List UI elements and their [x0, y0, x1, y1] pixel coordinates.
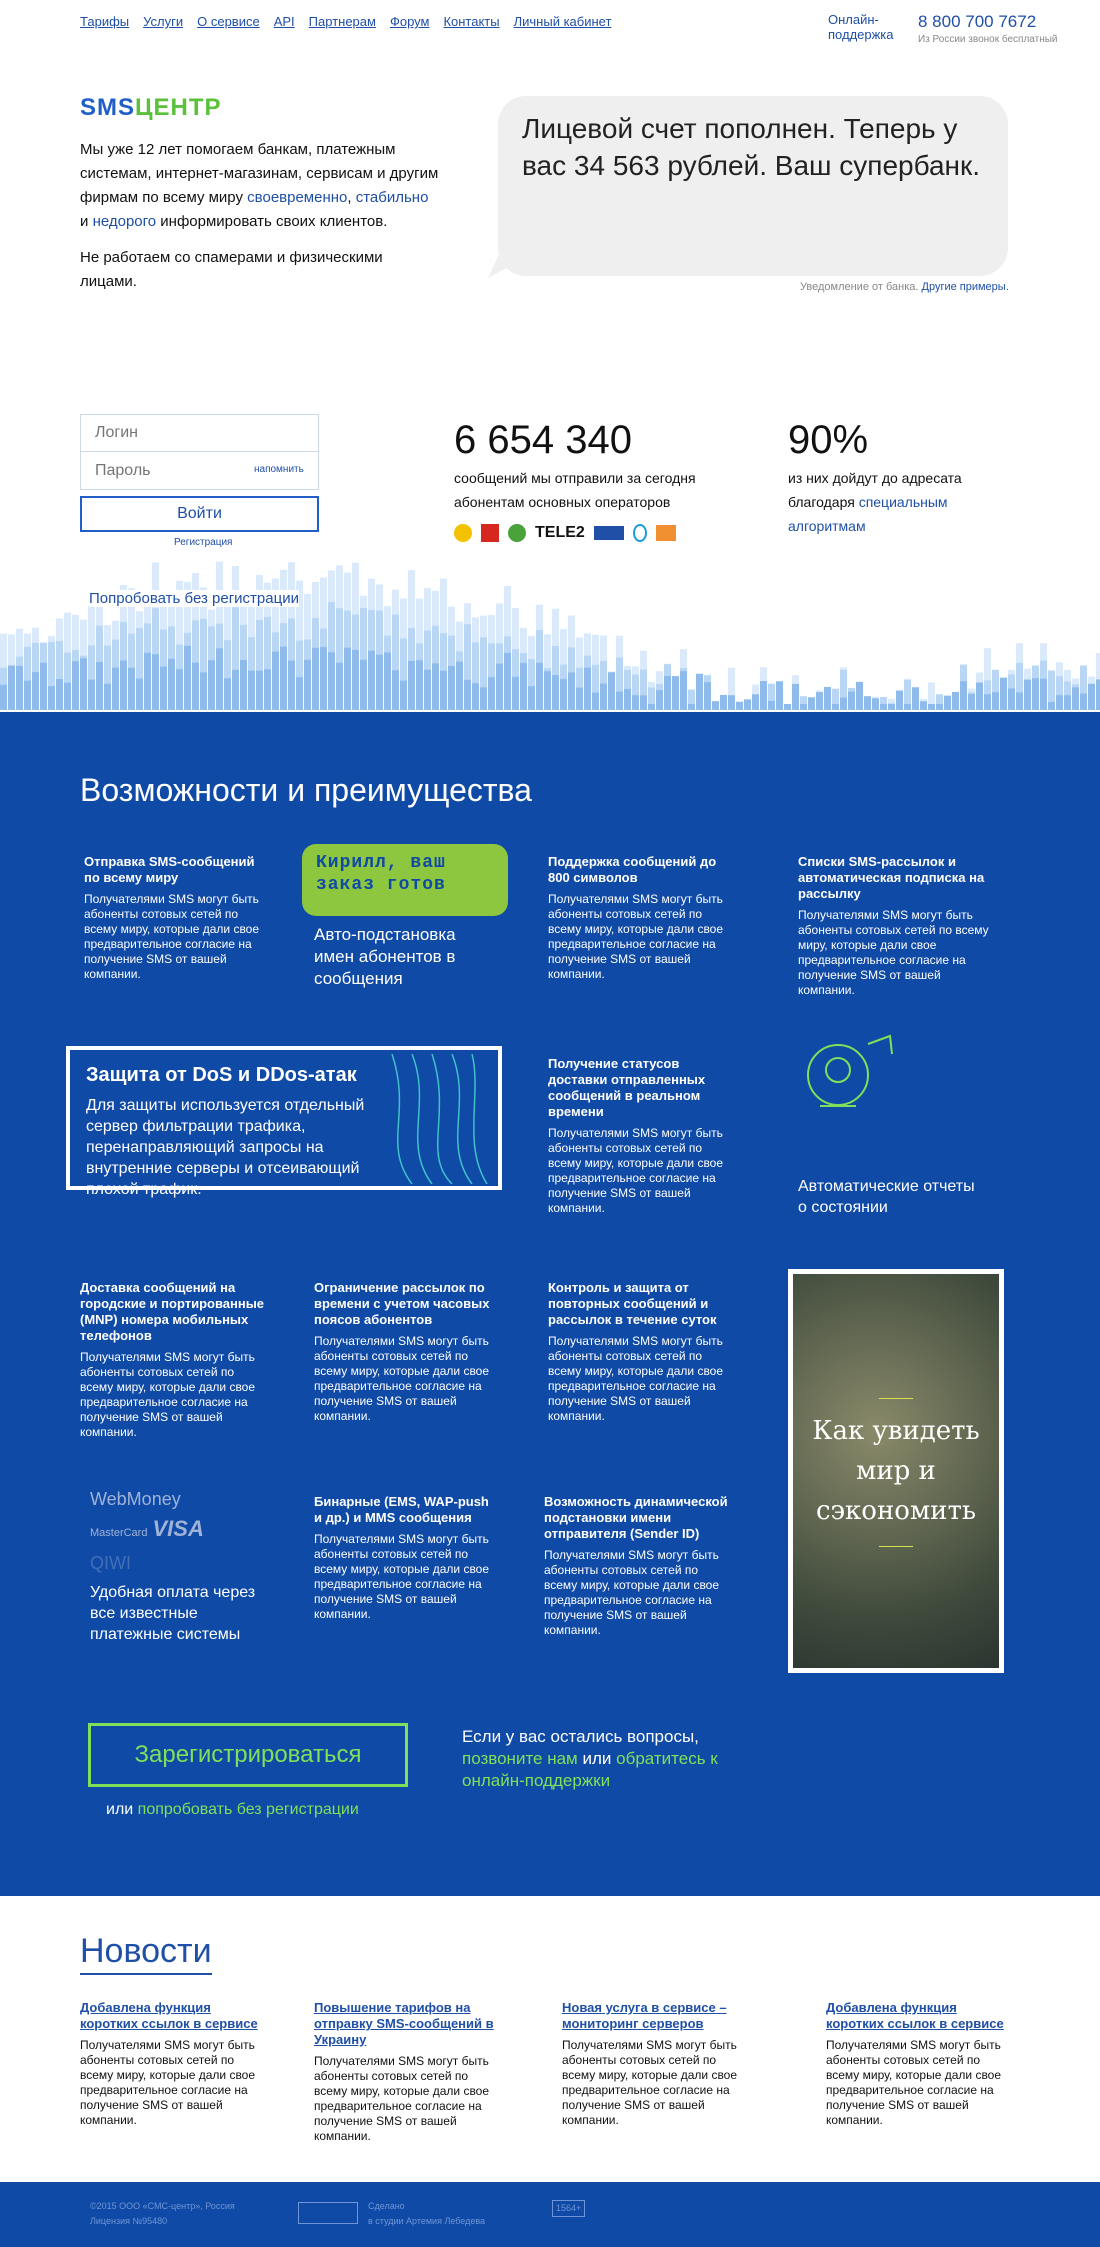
histogram-bar [496, 664, 503, 710]
footer-made [368, 2199, 485, 2229]
news-item-title[interactable]: Новая услуга в сервисе – мониторинг серверов [562, 2000, 727, 2031]
histogram-bar [488, 677, 495, 710]
histogram-bar [472, 683, 479, 710]
nav-item[interactable]: Услуги [143, 14, 184, 29]
histogram-bar [40, 663, 47, 710]
delivery-caption: из них дойдут до адресата благодаря [788, 470, 962, 510]
cta-questions [462, 1726, 732, 1792]
license: Лицензия №95480 [90, 2216, 168, 2226]
histogram-bar [896, 691, 903, 710]
histogram-bar [584, 668, 591, 710]
payment-logos [90, 1484, 250, 1578]
histogram-bar [416, 660, 423, 710]
visa-logo: VISA [152, 1516, 204, 1541]
feature-desc: Получателями SMS могут быть абоненты сотовых сетей по всему миру, которые дали свое предварительное согласие на получение SMS от вашей компании. [544, 1548, 720, 1637]
motiv-icon [633, 524, 647, 542]
register-button[interactable]: Зарегистрироваться [88, 1723, 408, 1787]
feature-title: Возможность динамической подстановки имени отправителя (Sender ID) [544, 1494, 728, 1541]
histogram-bar [0, 685, 7, 710]
studio-logo[interactable] [298, 2202, 358, 2224]
histogram-bar [384, 652, 391, 710]
histogram-bar [1072, 687, 1079, 710]
histogram-bar [72, 661, 79, 710]
histogram-bar [760, 681, 767, 710]
histogram-bar [168, 659, 175, 710]
feature-title: Получение статусов доставки отправленных сообщений в реальном времени [548, 1056, 706, 1119]
feature-title: Доставка сообщений на городские и портированные (MNP) номера мобильных телефонов [80, 1280, 265, 1343]
histogram-bar [1080, 694, 1087, 710]
histogram-bar [640, 695, 647, 710]
feature-desc: Получателями SMS могут быть абоненты сотовых сетей по всему миру, которые дали свое предварительное согласие на получение SMS от вашей компании. [548, 892, 724, 981]
histogram-bar [152, 654, 159, 710]
histogram-bar [848, 692, 855, 710]
histogram-bar [392, 670, 399, 710]
histogram-bar [248, 671, 255, 710]
histogram-bar [320, 647, 327, 710]
megafon-icon [508, 524, 526, 542]
histogram-bar [912, 687, 919, 710]
register-link[interactable]: Регистрация [174, 537, 233, 548]
logo[interactable] [80, 94, 222, 122]
counter-badge: 1564+ [552, 2200, 585, 2217]
histogram-bar [1096, 679, 1100, 710]
histogram-bar [680, 671, 687, 710]
intro-link[interactable]: недорого [92, 213, 157, 230]
intro-p2: Не работаем со спамерами и физическими лицами. [80, 249, 383, 290]
histogram-bar [664, 676, 671, 710]
operator-logos [454, 524, 676, 542]
histogram-bar [1064, 695, 1071, 710]
histogram-bar [648, 704, 655, 710]
feature-status [548, 1056, 733, 1216]
delivery-pct: 90% [788, 418, 869, 462]
feature-pay-title: Удобная оплата через все известные платежные системы [90, 1584, 256, 1643]
histogram-bar [696, 674, 703, 710]
histogram-bar [976, 682, 983, 710]
promo-card[interactable] [788, 1269, 1004, 1673]
histogram-bar [408, 661, 415, 710]
histogram-bar [232, 670, 239, 710]
news-item-title[interactable]: Добавлена функция коротких ссылок в сервисе [826, 2000, 1004, 2031]
histogram-bar [8, 666, 15, 710]
features-section [0, 712, 1100, 1896]
histogram-bar [984, 694, 991, 710]
histogram-bar [400, 681, 407, 710]
histogram-bar [672, 676, 679, 710]
dos-title: Защита от DoS и DDos-атак [86, 1064, 357, 1086]
feature-title: Списки SMS-рассылок и автоматическая подписка на рассылку [798, 854, 985, 901]
news-item[interactable] [80, 2000, 265, 2128]
cta-try [106, 1801, 359, 1819]
smarts-icon [656, 525, 676, 541]
remind-link[interactable]: напомнить [254, 464, 304, 475]
feature-title: Контроль и защита от повторных сообщений и рассылок в течение суток [548, 1280, 717, 1327]
histogram-bar [464, 680, 471, 710]
histogram-bar [832, 704, 839, 710]
histogram-bar [736, 702, 743, 710]
histogram-bar [504, 653, 511, 710]
histogram-bar [904, 704, 911, 710]
cta-or2: или [582, 1749, 612, 1768]
histogram-bar [288, 661, 295, 710]
histogram-bar [272, 652, 279, 710]
histogram-bar [704, 682, 711, 710]
histogram-bar [928, 704, 935, 710]
histogram-bar [864, 696, 871, 710]
bubble-note [800, 281, 1009, 293]
histogram-bar [944, 696, 951, 710]
news-item[interactable] [826, 2000, 1011, 2128]
histogram-bar [768, 701, 775, 710]
made-by: Сделано [368, 2201, 405, 2211]
histogram-bar [96, 662, 103, 710]
histogram-bar [616, 692, 623, 710]
intro-link[interactable]: стабильно [355, 189, 429, 206]
histogram-bar [776, 681, 783, 710]
news-item-title[interactable]: Повышение тарифов на отправку SMS-сообщений в Украину [314, 2000, 494, 2047]
histogram-bar [128, 668, 135, 710]
nav-item[interactable]: О сервисе [197, 14, 260, 29]
logo-part: ЦЕНТР [135, 94, 222, 121]
logo-part: SMS [80, 94, 136, 121]
histogram-bar [16, 666, 23, 710]
histogram-bar [448, 666, 455, 710]
feature-sms [84, 854, 269, 982]
webmoney-logo: WebMoney [90, 1489, 181, 1509]
dos-box [66, 1046, 502, 1198]
cta-or: или [106, 1801, 134, 1818]
feature-desc: Получателями SMS могут быть абоненты сотовых сетей по всему миру, которые дали свое предварительное согласие на получение SMS от вашей компании. [80, 1350, 256, 1439]
histogram-bar [528, 686, 535, 710]
histogram-bar [568, 673, 575, 710]
promo-divider [879, 1398, 913, 1399]
name-bubble: Кирилл, ваш заказ готов [302, 844, 508, 916]
support-cta-link[interactable]: обратитесь к онлайн-поддержки [462, 1749, 718, 1790]
histogram-bar [752, 694, 759, 710]
sent-count-text: сообщений мы отправили за сегодня абонентам основных операторов [454, 470, 696, 510]
news-item[interactable] [562, 2000, 747, 2128]
sent-count: 6 654 340 [454, 418, 632, 462]
feature-title: Поддержка сообщений до 800 символов [548, 854, 717, 885]
histogram-bar [424, 670, 431, 710]
footer-copy [90, 2199, 235, 2229]
qiwi-logo: QIWI [90, 1553, 131, 1573]
histogram-bar [280, 647, 287, 710]
histogram-bar [880, 704, 887, 710]
histogram-bar [808, 697, 815, 710]
histogram-bar [160, 667, 167, 710]
histogram-bar [1008, 689, 1015, 710]
histogram-bar [80, 658, 87, 710]
histogram-bar [800, 704, 807, 710]
histogram-bar [744, 699, 751, 710]
histogram-bar [208, 660, 215, 710]
phone-link[interactable]: 8 800 700 7672 [918, 12, 1037, 31]
mts-icon [481, 524, 499, 542]
news-item-desc: Получателями SMS могут быть абоненты сотовых сетей по всему миру, которые дали свое предварительное согласие на получение SMS от вашей компании. [314, 2054, 490, 2143]
nav-item[interactable]: Личный кабинет [513, 14, 612, 29]
histogram-bar [952, 692, 959, 710]
histogram-bar [536, 663, 543, 710]
histogram-bar [552, 675, 559, 710]
feature-title: Бинарные (EMS, WAP-push и др.) и MMS сообщения [314, 1494, 489, 1525]
histogram-bar [24, 681, 31, 710]
promo-title: Как увидеть мир и сэкономить [812, 1416, 980, 1526]
histogram-bar [112, 668, 119, 710]
cta-try-link[interactable]: попробовать без регистрации [137, 1801, 359, 1818]
feature-auto-title: Авто-подстановка имен абонентов в сообщения [314, 925, 456, 988]
histogram-bar [1016, 693, 1023, 710]
histogram-bar [440, 671, 447, 710]
histogram-bar [224, 678, 231, 710]
news-item-desc: Получателями SMS могут быть абоненты сотовых сетей по всему миру, которые дали свое предварительное согласие на получение SMS от вашей компании. [826, 2038, 1002, 2127]
histogram-bar [360, 660, 367, 710]
histogram-bar [784, 704, 791, 710]
intro-link[interactable]: своевременно [247, 189, 348, 206]
news-title: Новости [80, 1932, 212, 1975]
try-link[interactable]: Попробовать без регистрации [89, 590, 299, 607]
news-item-title[interactable]: Добавлена функция коротких ссылок в сервисе [80, 2000, 258, 2031]
histogram-bar [624, 689, 631, 710]
histogram-bar [216, 648, 223, 710]
histogram-bar [376, 655, 383, 710]
histogram-bar [344, 648, 351, 710]
rostelecom-icon [594, 526, 624, 540]
feature-title: Ограничение рассылок по времени с учетом часовых поясов абонентов [314, 1280, 490, 1327]
feature-long [548, 854, 733, 982]
nav-item[interactable]: Тарифы [80, 14, 130, 29]
histogram-bar [960, 681, 967, 710]
histogram-bar [560, 679, 567, 710]
dos-desc: Для защиты используется отдельный сервер фильтрации трафика, перенаправляющий запросы на внутренние серверы и отсеивающий плохой трафик. [86, 1097, 365, 1198]
feature-desc: Получателями SMS могут быть абоненты сотовых сетей по всему миру, которые дали свое предварительное согласие на получение SMS от вашей компании. [548, 1334, 724, 1423]
feature-sender [544, 1494, 734, 1638]
histogram-bar [1032, 678, 1039, 710]
histogram-bar [184, 646, 191, 710]
feature-tz [314, 1280, 499, 1424]
histogram-bar [520, 663, 527, 710]
histogram-bar [456, 662, 463, 710]
feature-desc: Получателями SMS могут быть абоненты сотовых сетей по всему миру, которые дали свое предварительное согласие на получение SMS от вашей компании. [314, 1334, 490, 1423]
histogram-bar [1040, 679, 1047, 710]
news-item[interactable] [314, 2000, 504, 2144]
bubble-tail [488, 248, 524, 278]
nav-item[interactable]: Форум [389, 14, 430, 29]
studio-name[interactable]: в студии Артемия Лебедева [368, 2216, 486, 2226]
histogram-bar [544, 671, 551, 710]
histogram-bar [64, 683, 71, 710]
feature-desc: Получателями SMS могут быть абоненты сотовых сетей по всему миру, которые дали свое предварительное согласие на получение SMS от вашей компании. [548, 1126, 724, 1215]
intro-and: и [80, 213, 89, 230]
histogram-bar [992, 692, 999, 710]
histogram-bar [888, 704, 895, 710]
histogram-bar [968, 694, 975, 710]
histogram-bar [712, 701, 719, 710]
call-link[interactable]: позвоните нам [462, 1749, 578, 1768]
intro-p1: Мы уже 12 лет помогаем банкам, платежным системам, интернет-магазинам, сервисам и другим фирмам по всему миру [80, 141, 439, 206]
histogram-bar [608, 672, 615, 710]
copyright: ©2015 ООО «СМС-центр», Россия [90, 2201, 235, 2211]
histogram-bar [480, 687, 487, 710]
histogram-bar [1000, 678, 1007, 710]
histogram-bar [728, 695, 735, 710]
cta-question: Если у вас остались вопросы, [462, 1727, 699, 1746]
histogram-bar [336, 663, 343, 710]
histogram-bar [256, 671, 263, 710]
login-button[interactable]: Войти [80, 496, 319, 532]
mastercard-logo: MasterCard [90, 1527, 148, 1539]
histogram-bar [120, 661, 127, 710]
feature-desc: Получателями SMS могут быть абоненты сотовых сетей по всему миру, которые дали свое предварительное согласие на получение SMS от вашей компании. [798, 908, 989, 997]
histogram-bar [816, 692, 823, 710]
histogram-bar [688, 704, 695, 710]
news-item-desc: Получателями SMS могут быть абоненты сотовых сетей по всему миру, которые дали свое предварительное согласие на получение SMS от вашей компании. [80, 2038, 256, 2127]
histogram-bar [192, 663, 199, 710]
histogram-bar [264, 669, 271, 710]
histogram-bar [792, 684, 799, 710]
support-link[interactable]: Онлайн-поддержка [828, 12, 894, 42]
bubble-note-text: Уведомление от банка. [800, 281, 919, 293]
sms-bubble: Лицевой счет пополнен. Теперь у вас 34 563 рублей. Ваш супербанк. [498, 96, 1008, 276]
algorithms-link[interactable]: специальным алгоритмам [788, 494, 948, 534]
feature-title: Отправка SMS-сообщений по всему миру [84, 854, 255, 885]
histogram-bar [720, 695, 727, 710]
sent-histogram [0, 520, 1100, 710]
histogram-bar [144, 653, 151, 710]
histogram-bar [88, 680, 95, 710]
nav-item[interactable]: Контакты [443, 14, 500, 29]
intro-text: Мы уже 12 лет помогаем банкам, платежным системам, интернет-магазинам, сервисам и другим фирмам по всему миру своевременно, стабильно и недорого информировать своих клиентов. Не работаем со спамерами и физическими лицами. [80, 138, 440, 294]
tele2-icon: TELE2 [535, 524, 585, 541]
histogram-bar [136, 679, 143, 710]
histogram-bar [512, 677, 519, 710]
top-nav [80, 13, 625, 31]
beeline-icon [454, 524, 472, 542]
histogram-bar [312, 648, 319, 710]
histogram-bar [632, 695, 639, 710]
histogram-bar [328, 652, 335, 710]
histogram-bar [296, 677, 303, 710]
histogram-bar [1088, 684, 1095, 710]
histogram-bar [432, 663, 439, 710]
histogram-bar [32, 672, 39, 710]
histogram-bar [48, 686, 55, 710]
histogram-bar [304, 660, 311, 710]
histogram-bar [592, 693, 599, 710]
histogram-bar [176, 669, 183, 710]
news-item-desc: Получателями SMS могут быть абоненты сотовых сетей по всему миру, которые дали свое предварительное согласие на получение SMS от вашей компании. [562, 2038, 738, 2127]
feature-dup [548, 1280, 733, 1424]
delivery-text [788, 466, 1008, 538]
histogram-bar [576, 687, 583, 710]
histogram-bar [1048, 702, 1055, 710]
histogram-bar [352, 650, 359, 710]
histogram-bar [1056, 695, 1063, 710]
histogram-bar [1024, 679, 1031, 710]
intro-p1end: информировать своих клиентов. [160, 213, 388, 230]
wires-icon [372, 1054, 492, 1184]
feature-desc: Получателями SMS могут быть абоненты сотовых сетей по всему миру, которые дали свое предварительное согласие на получение SMS от вашей компании. [84, 892, 260, 981]
feature-desc: Получателями SMS могут быть абоненты сотовых сетей по всему миру, которые дали свое предварительное согласие на получение SMS от вашей компании. [314, 1532, 490, 1621]
histogram-bar [368, 651, 375, 710]
examples-link[interactable]: Другие примеры. [921, 281, 1009, 293]
histogram-bar [56, 679, 63, 710]
nav-item[interactable]: API [273, 14, 295, 29]
feature-mnp [80, 1280, 270, 1440]
promo-divider [879, 1546, 913, 1547]
footer [0, 2182, 1100, 2247]
histogram-bar [920, 701, 927, 710]
feature-reports-title: Автоматические отчеты о состоянии [798, 1178, 975, 1216]
person-icon [798, 1030, 898, 1130]
histogram-bar [840, 698, 847, 710]
histogram-bar [872, 698, 879, 710]
histogram-bar [936, 704, 943, 710]
histogram-bar [656, 690, 663, 710]
login-input[interactable] [80, 414, 319, 452]
features-title: Возможности и преимущества [80, 772, 532, 808]
histogram-bar [824, 687, 831, 710]
feature-bin [314, 1494, 499, 1622]
feature-lists [798, 854, 993, 998]
phone-note: Из России звонок бесплатный [918, 34, 1058, 45]
histogram-bar [856, 682, 863, 710]
histogram-bar [600, 683, 607, 710]
histogram-bar [200, 672, 207, 710]
histogram-bar [104, 684, 111, 710]
nav-item[interactable]: Партнерам [308, 14, 376, 29]
histogram-bar [240, 660, 247, 710]
